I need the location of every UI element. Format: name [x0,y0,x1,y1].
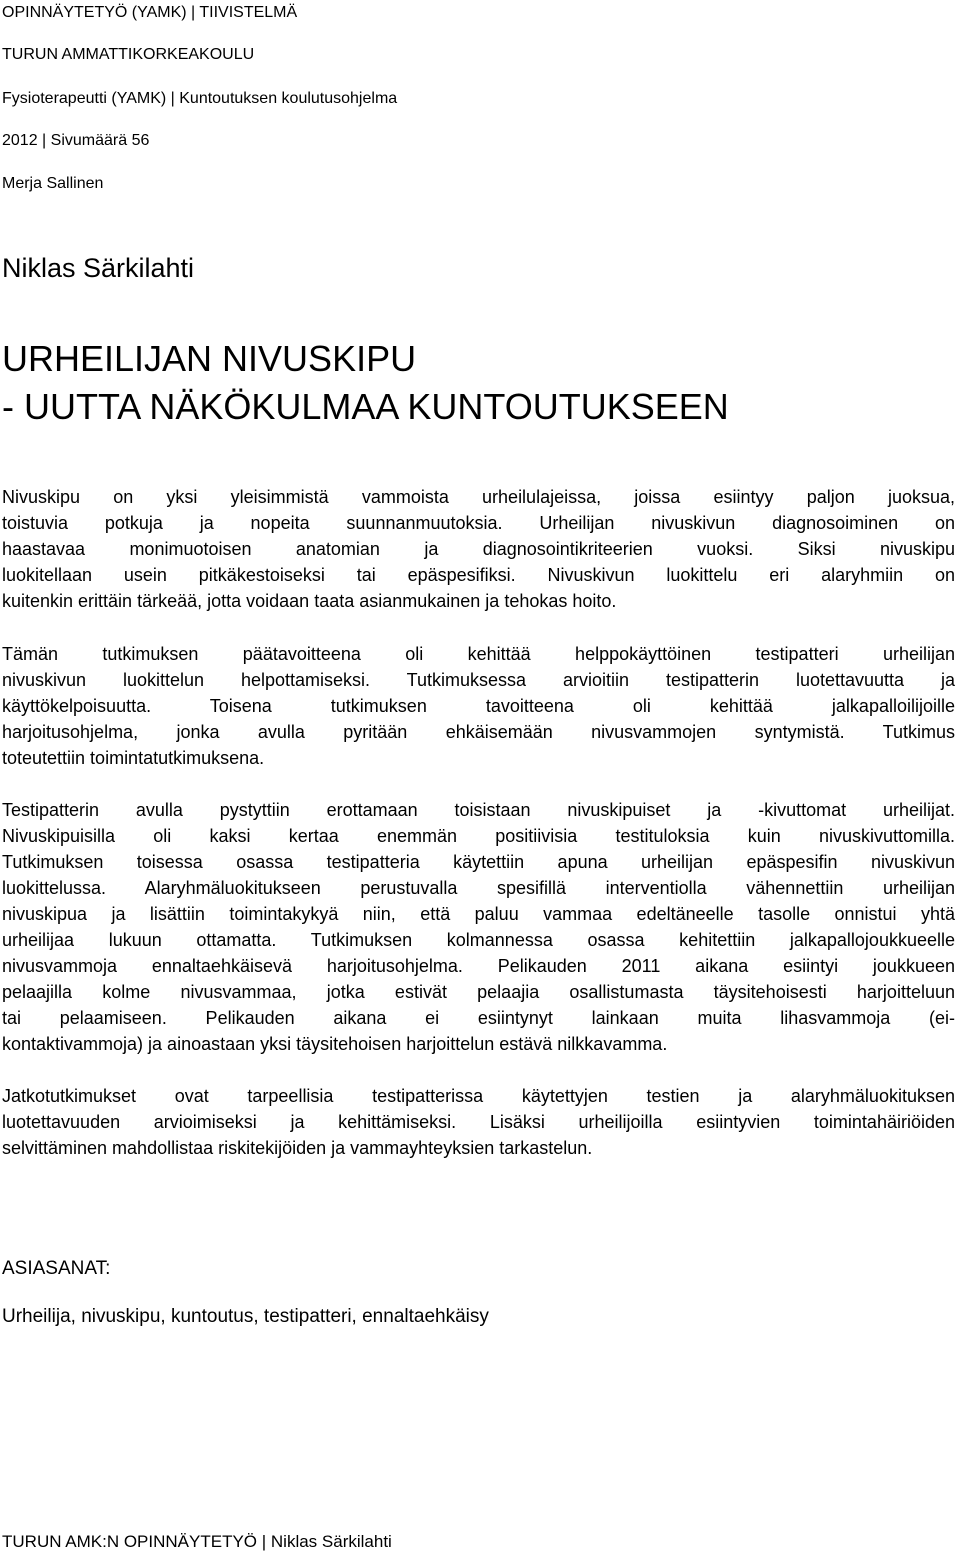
paragraph-line: Tutkimuksen toisessa osassa testipatteria käytettiin apuna urheilijan epäspesifin nivuskivun [2,852,955,872]
paragraph-line: kontaktivammoja) ja ainoastaan yksi täysitehoisen harjoittelun estävä nilkkavamma. [2,1034,668,1054]
keywords-list: Urheilija, nivuskipu, kuntoutus, testipatteri, ennaltaehkäisy [2,1306,489,1327]
paragraph-line: kuitenkin erittäin tärkeää, jotta voidaan taata asianmukainen ja tehokas hoito. [2,591,617,611]
abstract-paragraph-4 [2,1083,955,1161]
abstract-paragraph-2 [2,641,955,771]
document-type-label: OPINNÄYTETYÖ (YAMK) | TIIVISTELMÄ [2,4,298,21]
paragraph-line: toistuvia potkuja ja nopeita suunnanmuutoksia. Urheilijan nivuskivun diagnosoiminen on [2,513,955,533]
page-footer: TURUN AMK:N OPINNÄYTETYÖ | Niklas Särkilahti [2,1532,392,1551]
institution-name: TURUN AMMATTIKORKEAKOULU [2,46,255,63]
paragraph-line: haastavaa monimuotoisen anatomian ja diagnosointikriteerien vuoksi. Siksi nivuskipu [2,539,955,559]
supervisor-name: Merja Sallinen [2,175,104,192]
paragraph-line: Testipatterin avulla pystyttiin erottamaan toisistaan nivuskipuiset ja -kivuttomat urheilijat. [2,800,955,820]
paragraph-line: urheilijaa lukuun ottamatta. Tutkimuksen kolmannessa osassa kehitettiin jalkapallojoukkueelle [2,930,955,950]
paragraph-line: käyttökelpoisuutta. Toisena tutkimuksen tavoitteena oli kehittää jalkapalloilijoille [2,696,955,716]
title-line-1: URHEILIJAN NIVUSKIPU [2,338,417,379]
paragraph-line: tai pelaamiseen. Pelikauden aikana ei esiintynyt lainkaan muita lihasvammoja (ei- [2,1008,955,1028]
paragraph-line: luotettavuuden arvioimiseksi ja kehittämiseksi. Lisäksi urheilijoilla esiintyvien toimintahäiriöiden [2,1112,955,1132]
paragraph-line: selvittäminen mahdollistaa riskitekijöiden ja vammayhteyksien tarkastelun. [2,1138,593,1158]
paragraph-line: Jatkotutkimukset ovat tarpeellisia testipatterissa käytettyjen testien ja alaryhmäluokituksen [2,1086,955,1106]
title-line-2: - UUTTA NÄKÖKULMAA KUNTOUTUKSEEN [2,386,729,427]
paragraph-line: pelaajilla kolme nivusvammaa, jotka estivät pelaajia osallistumasta täysitehoisesti harjoitteluun [2,982,955,1002]
paragraph-line: luokitellaan usein pitkäkestoiseksi tai epäspesifiksi. Nivuskivun luokittelu eri alaryhmiin on [2,565,955,585]
paragraph-line: harjoitusohjelma, jonka avulla pyritään ehkäisemään nivusvammojen syntymistä. Tutkimus [2,722,955,742]
paragraph-line: Nivuskipu on yksi yleisimmistä vammoista urheilulajeissa, joissa esiintyy paljon juoksua, [2,487,955,507]
paragraph-line: nivusvammoja ennaltaehkäisevä harjoitusohjelma. Pelikauden 2011 aikana esiintyi joukkueen [2,956,955,976]
paragraph-line: Tämän tutkimuksen päätavoitteena oli kehittää helppokäyttöinen testipatteri urheilijan [2,644,955,664]
degree-programme: Fysioterapeutti (YAMK) | Kuntoutuksen koulutusohjelma [2,90,398,107]
paragraph-line: luokittelussa. Alaryhmäluokitukseen perustuvalla spesifillä interventiolla vähennettiin urheilijan [2,878,955,898]
author-name: Niklas Särkilahti [2,253,195,283]
keywords-heading: ASIASANAT: [2,1258,111,1279]
abstract-paragraph-3 [2,797,955,1057]
paragraph-line: toteutettiin toimintatutkimuksena. [2,748,265,768]
paragraph-line: nivuskivun luokittelun helpottamiseksi. Tutkimuksessa arvioitiin testipatterin luotettavuutta ja [2,670,955,690]
paragraph-line: Nivuskipuisilla oli kaksi kertaa enemmän positiivisia testituloksia kuin nivuskivuttomilla. [2,826,955,846]
abstract-paragraph-1 [2,484,955,614]
year-and-pages: 2012 | Sivumäärä 56 [2,132,150,149]
paragraph-line: nivuskipua ja lisättiin toimintakykyä niin, että paluu vammaa edeltäneelle tasolle onnistui yhtä [2,904,955,924]
